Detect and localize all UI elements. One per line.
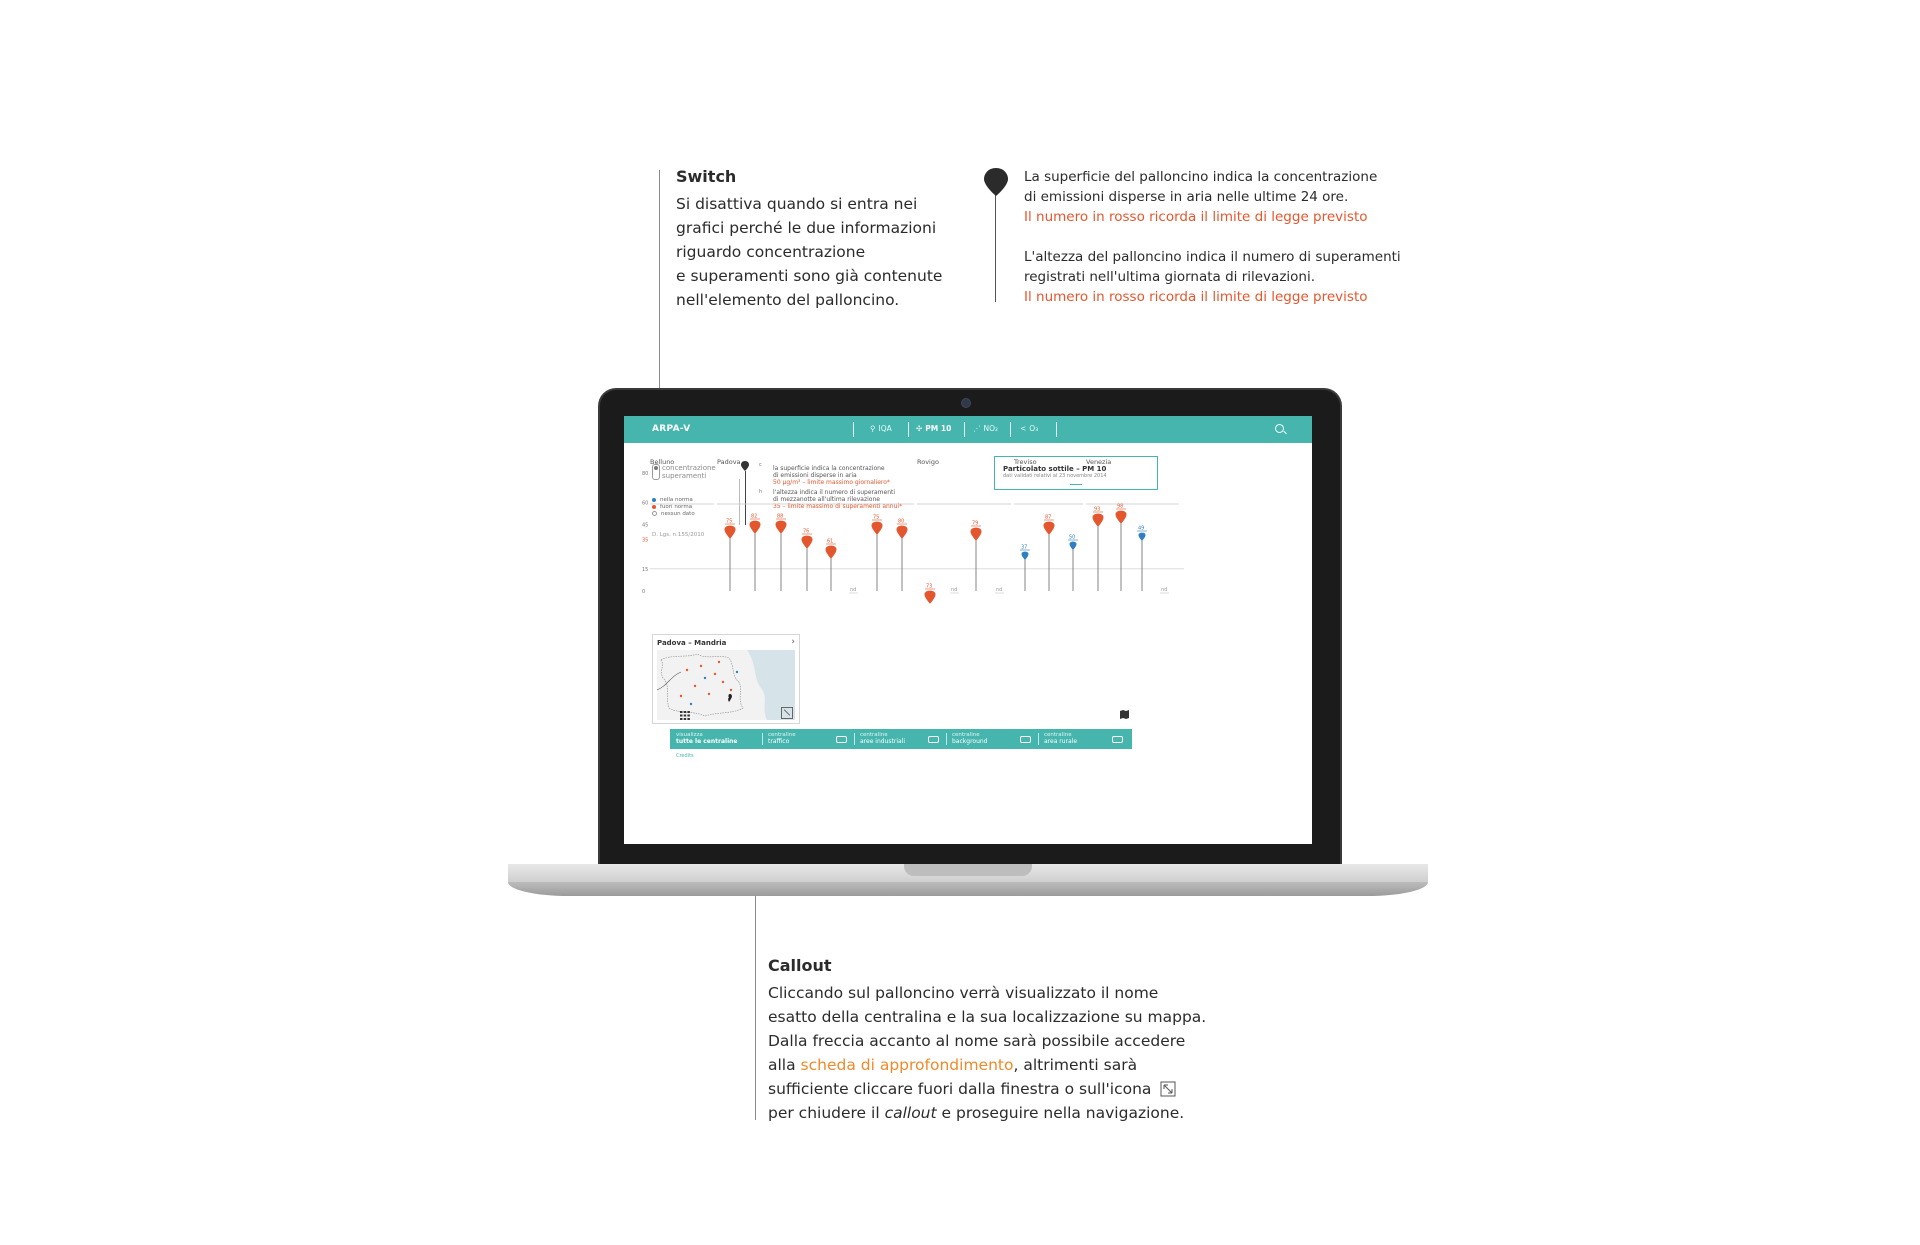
balloon-annotation-line: registrati nell'ultima giornata di rilevazioni. — [1024, 269, 1316, 285]
tab-label: O₃ — [1029, 424, 1039, 433]
grid-view-icon[interactable] — [680, 711, 690, 720]
region-label: Padova — [717, 458, 741, 466]
filter-separator — [854, 733, 855, 745]
pollutant-title: Particolato sottile – PM 10 — [1003, 465, 1107, 473]
legend-label: nella norma — [660, 496, 693, 503]
no-data-label: nd — [996, 587, 1003, 593]
callout-annotation-line: Dalla freccia accanto al nome sarà possibile accedere — [768, 1032, 1186, 1050]
balloon-annotation-limit: Il numero in rosso ricorda il limite di legge previsto — [1024, 289, 1368, 305]
station-balloon — [872, 522, 883, 535]
filter-background[interactable] — [952, 732, 988, 745]
station-value-label: 82 — [751, 513, 758, 520]
callout-annotation — [768, 956, 1208, 1125]
text: di emissioni disperse in aria — [773, 472, 857, 479]
factory-icon — [928, 736, 939, 743]
station-balloon — [802, 536, 813, 549]
legend-h-label: h — [759, 489, 763, 495]
laptop-base-lip — [508, 882, 1428, 896]
balloon-annotation-line: La superficie del palloncino indica la concentrazione — [1024, 169, 1378, 185]
station-value-label: 98 — [1117, 503, 1124, 510]
filter-label: tutte le centraline — [676, 737, 738, 745]
credits-link[interactable]: Credits — [676, 753, 694, 759]
station-balloon — [725, 526, 736, 539]
tab-label: PM 10 — [925, 424, 952, 433]
no-data-label: nd — [1161, 587, 1168, 593]
text: l'altezza indica il numero di superamenti — [773, 489, 896, 496]
balloon-chart — [624, 416, 1312, 844]
y-tick-label: 0 — [642, 589, 646, 595]
station-value-label: 49 — [1138, 525, 1145, 532]
region-label: Rovigo — [917, 458, 939, 466]
balloon-annotation-line: L'altezza del palloncino indica il numero di superamenti — [1024, 249, 1401, 265]
station-balloon — [971, 528, 982, 541]
limit-text: 50 µg/m³ – limite massimo giornaliero* — [773, 479, 890, 486]
callout-annotation-line: esatto della centralina e la sua localizzazione su mappa. — [768, 1008, 1207, 1026]
callout-station-name: Padova – Mandria — [657, 639, 727, 647]
map-view-icon[interactable] — [1120, 710, 1129, 719]
callout-map[interactable] — [657, 650, 795, 720]
filter-caption: centraline — [768, 732, 796, 738]
pin-icon: ⚲ — [870, 424, 876, 433]
bus-icon — [1020, 736, 1031, 743]
tab-label: IQA — [878, 424, 892, 433]
share-icon: < — [1020, 424, 1027, 433]
station-filter-bar — [670, 729, 1132, 749]
station-value-label: 76 — [803, 528, 810, 535]
station-value-label: 50 — [1069, 534, 1076, 541]
expand-icon[interactable] — [781, 707, 793, 719]
filter-rural[interactable] — [1044, 732, 1077, 745]
station-balloon — [826, 546, 837, 559]
text: sufficiente cliccare fuori dalla finestra o sull'icona — [768, 1080, 1152, 1098]
station-balloon — [897, 526, 908, 539]
molecule-icon: ⋰ — [973, 424, 981, 433]
brand-logo[interactable]: ARPA-V — [652, 424, 691, 434]
camera-icon — [961, 398, 971, 408]
text: per chiudere il — [768, 1104, 885, 1122]
region-label: Belluno — [650, 458, 675, 466]
legend-c-label: c — [759, 462, 762, 468]
station-value-label: 75 — [726, 518, 733, 525]
station-value-label: 75 — [873, 514, 880, 521]
switch-annotation-line: nell'elemento del palloncino. — [676, 291, 900, 309]
laptop-notch — [904, 864, 1032, 876]
text: la superficie indica la concentrazione — [773, 465, 885, 472]
filter-caption: centraline — [1044, 732, 1072, 738]
filter-caption: visualizza — [676, 732, 703, 738]
station-balloon — [750, 521, 761, 534]
station-value-label: 87 — [1045, 514, 1052, 521]
filter-all-stations[interactable] — [676, 732, 737, 745]
callout-annotation-line — [768, 1077, 1208, 1101]
filter-separator — [1038, 733, 1039, 745]
limit-text: 35 – limite massimo di superamenti annui* — [773, 503, 903, 510]
station-balloon — [1093, 514, 1104, 527]
particles-icon: ✣ — [916, 424, 923, 433]
station-balloon — [1044, 522, 1055, 535]
detail-link[interactable]: scheda di approfondimento — [800, 1056, 1014, 1074]
balloon-annotation — [1024, 167, 1424, 307]
pollutant-subtitle: dati validati relativi al 23 novembre 2014 — [1003, 473, 1107, 479]
filter-separator — [762, 733, 763, 745]
callout-annotation-line — [768, 1101, 1208, 1125]
text: alla — [768, 1056, 801, 1074]
no-data-label: nd — [951, 587, 958, 593]
station-balloon — [776, 521, 787, 534]
station-balloon — [925, 591, 936, 604]
station-balloon — [1116, 511, 1127, 524]
switch-annotation-line: riguardo concentrazione — [676, 243, 866, 261]
y-tick-label: 45 — [642, 522, 649, 529]
callout-annotation-line — [768, 1053, 1208, 1077]
text: callout — [884, 1104, 937, 1122]
station-balloon — [1022, 552, 1029, 560]
text: di mezzanotte all'ultima rilevazione — [773, 496, 880, 503]
station-value-label: 88 — [777, 513, 784, 520]
switch-label-exceedances: superamenti — [662, 472, 707, 480]
balloon-annotation-line: di emissioni disperse in aria nelle ultime 24 ore. — [1024, 189, 1349, 205]
station-value-label: 79 — [972, 520, 979, 527]
legend-label: fuori norma — [660, 503, 693, 510]
law-reference: D. Lgs. n.155/2010 — [652, 532, 705, 538]
callout-annotation-line: Cliccando sul palloncino verrà visualizzato il nome — [768, 984, 1159, 1002]
balloon-annotation-icon — [982, 166, 1010, 198]
y-tick-label: 80 — [642, 471, 649, 477]
filter-caption: centraline — [860, 732, 888, 738]
switch-annotation — [676, 167, 966, 312]
no-data-label: nd — [850, 587, 857, 593]
expand-icon — [1160, 1081, 1176, 1097]
switch-annotation-line: e superamenti sono già contenute — [676, 267, 943, 285]
filter-label: traffico — [768, 737, 790, 745]
station-value-label: 73 — [926, 583, 933, 590]
text: e proseguire nella navigazione. — [936, 1104, 1185, 1122]
filter-label: aree industriali — [860, 737, 906, 745]
region-label: Treviso — [1014, 458, 1037, 466]
legend-label: nessun dato — [661, 510, 695, 517]
y-tick-label: 15 — [642, 566, 649, 573]
switch-label-concentration: concentrazione — [662, 464, 716, 472]
region-label: Venezia — [1086, 458, 1112, 466]
text: , altrimenti sarà — [1013, 1056, 1138, 1074]
filter-label: area rurale — [1044, 737, 1078, 745]
filter-caption: centraline — [952, 732, 980, 738]
station-value-label: 93 — [1094, 506, 1101, 513]
station-balloon — [1070, 542, 1077, 550]
station-value-label: 61 — [827, 538, 834, 545]
y-tick-label: 35 — [642, 537, 649, 544]
balloon-annotation-limit: Il numero in rosso ricorda il limite di legge previsto — [1024, 209, 1368, 225]
app-screen — [624, 416, 1312, 844]
filter-label: background — [952, 737, 988, 745]
station-callout[interactable] — [652, 634, 800, 724]
tractor-icon — [1112, 736, 1123, 743]
balloon-connector-line — [995, 182, 996, 302]
switch-annotation-line: grafici perché le due informazioni — [676, 219, 937, 237]
callout-annotation-title: Callout — [768, 956, 832, 975]
callout-detail-arrow[interactable]: › — [791, 637, 795, 647]
switch-annotation-line: Si disattiva quando si entra nei — [676, 195, 918, 213]
y-tick-label: 60 — [642, 500, 649, 507]
station-value-label: 80 — [898, 518, 905, 525]
station-balloon — [1139, 533, 1146, 541]
filter-traffic[interactable] — [768, 732, 796, 745]
switch-annotation-title: Switch — [676, 167, 737, 186]
filter-industrial[interactable] — [860, 732, 905, 745]
filter-separator — [946, 733, 947, 745]
tab-label: NO₂ — [983, 424, 999, 433]
car-icon — [836, 736, 847, 743]
station-value-label: 37 — [1021, 544, 1028, 551]
